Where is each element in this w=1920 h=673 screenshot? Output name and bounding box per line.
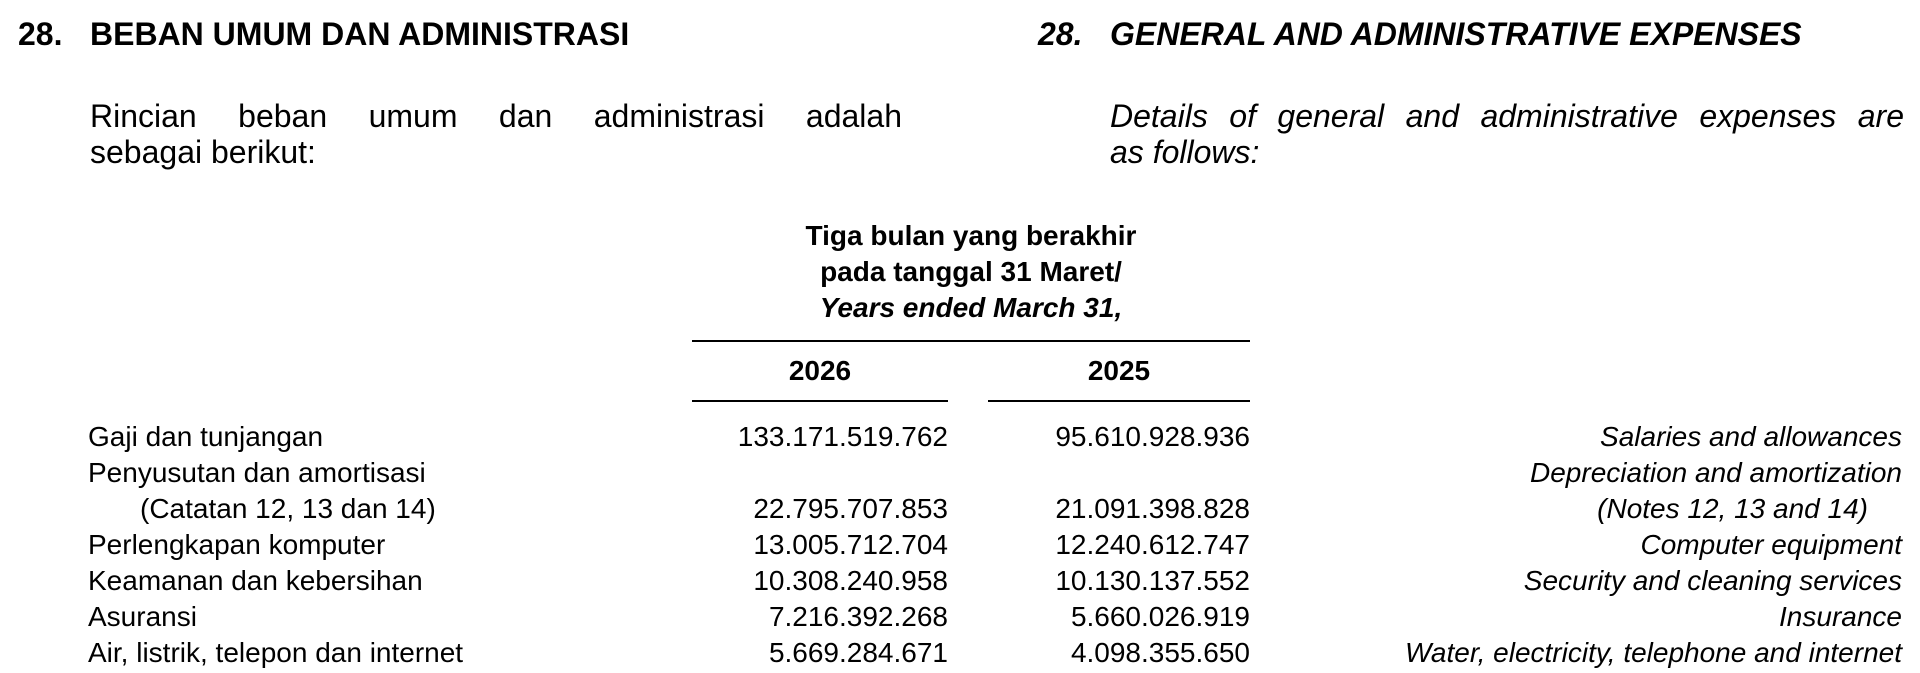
table-row xyxy=(0,563,1920,599)
row-label-id: Penyusutan dan amortisasi xyxy=(88,457,426,488)
table-row xyxy=(0,455,1920,491)
row-label-en: Computer equipment xyxy=(1640,529,1902,560)
row-label-id: (Catatan 12, 13 dan 14) xyxy=(140,493,436,524)
section-title-id: BEBAN UMUM DAN ADMINISTRASI xyxy=(90,16,630,52)
row-label-id: Perlengkapan komputer xyxy=(88,529,386,560)
period-header-line: pada tanggal 31 Maret/ xyxy=(820,256,1122,287)
row-value-2026: 5.669.284.671 xyxy=(768,637,948,668)
column-rule-2026 xyxy=(692,400,948,402)
table-row xyxy=(0,527,1920,563)
row-value-2026: 7.216.392.268 xyxy=(768,601,948,632)
row-label-en: Security and cleaning services xyxy=(1523,565,1902,596)
row-value-2025: 5.660.026.919 xyxy=(1070,601,1250,632)
note-number-id: 28. xyxy=(18,16,63,52)
intro-line-id: Rincian beban umum dan administrasi adalah xyxy=(90,98,902,134)
row-label-id: Asuransi xyxy=(88,601,197,632)
table-row xyxy=(0,599,1920,635)
column-header-2025: 2025 xyxy=(1087,355,1151,386)
table-row xyxy=(0,491,1920,527)
table-row xyxy=(0,635,1920,671)
period-header-rule xyxy=(692,340,1250,342)
period-header-line-en: Years ended March 31, xyxy=(819,292,1123,323)
column-rule-2025 xyxy=(988,400,1250,402)
row-value-2026: 10.308.240.958 xyxy=(753,565,948,596)
row-value-2025: 4.098.355.650 xyxy=(1070,637,1250,668)
column-header-2026: 2026 xyxy=(788,355,852,386)
row-value-2025: 95.610.928.936 xyxy=(1055,421,1250,452)
intro-paragraph-id xyxy=(90,98,902,170)
row-label-en: Depreciation and amortization xyxy=(1530,457,1902,488)
row-label-en: Insurance xyxy=(1779,601,1902,632)
row-label-en: Salaries and allowances xyxy=(1600,421,1902,452)
row-label-id: Gaji dan tunjangan xyxy=(88,421,324,452)
row-value-2025: 21.091.398.828 xyxy=(1055,493,1250,524)
row-value-2026: 133.171.519.762 xyxy=(737,421,948,452)
row-value-2026: 13.005.712.704 xyxy=(753,529,948,560)
row-value-2025: 12.240.612.747 xyxy=(1055,529,1250,560)
row-value-2025: 10.130.137.552 xyxy=(1055,565,1250,596)
note-number-en: 28. xyxy=(1038,16,1083,52)
row-label-id: Keamanan dan kebersihan xyxy=(88,565,423,596)
table-row xyxy=(0,419,1920,455)
intro-line-en: as follows: xyxy=(1110,134,1260,170)
intro-line-id: sebagai berikut: xyxy=(90,134,316,170)
row-value-2026: 22.795.707.853 xyxy=(753,493,948,524)
row-label-id: Air, listrik, telepon dan internet xyxy=(88,637,464,668)
row-label-en: Water, electricity, telephone and internet xyxy=(1404,637,1902,668)
intro-line-en: Details of general and administrative expenses are xyxy=(1110,98,1904,134)
period-header xyxy=(692,218,1250,326)
section-title-en: GENERAL AND ADMINISTRATIVE EXPENSES xyxy=(1110,16,1802,52)
period-header-line: Tiga bulan yang berakhir xyxy=(805,220,1137,251)
row-label-en: (Notes 12, 13 and 14) xyxy=(1597,493,1868,524)
intro-paragraph-en xyxy=(1110,98,1904,170)
